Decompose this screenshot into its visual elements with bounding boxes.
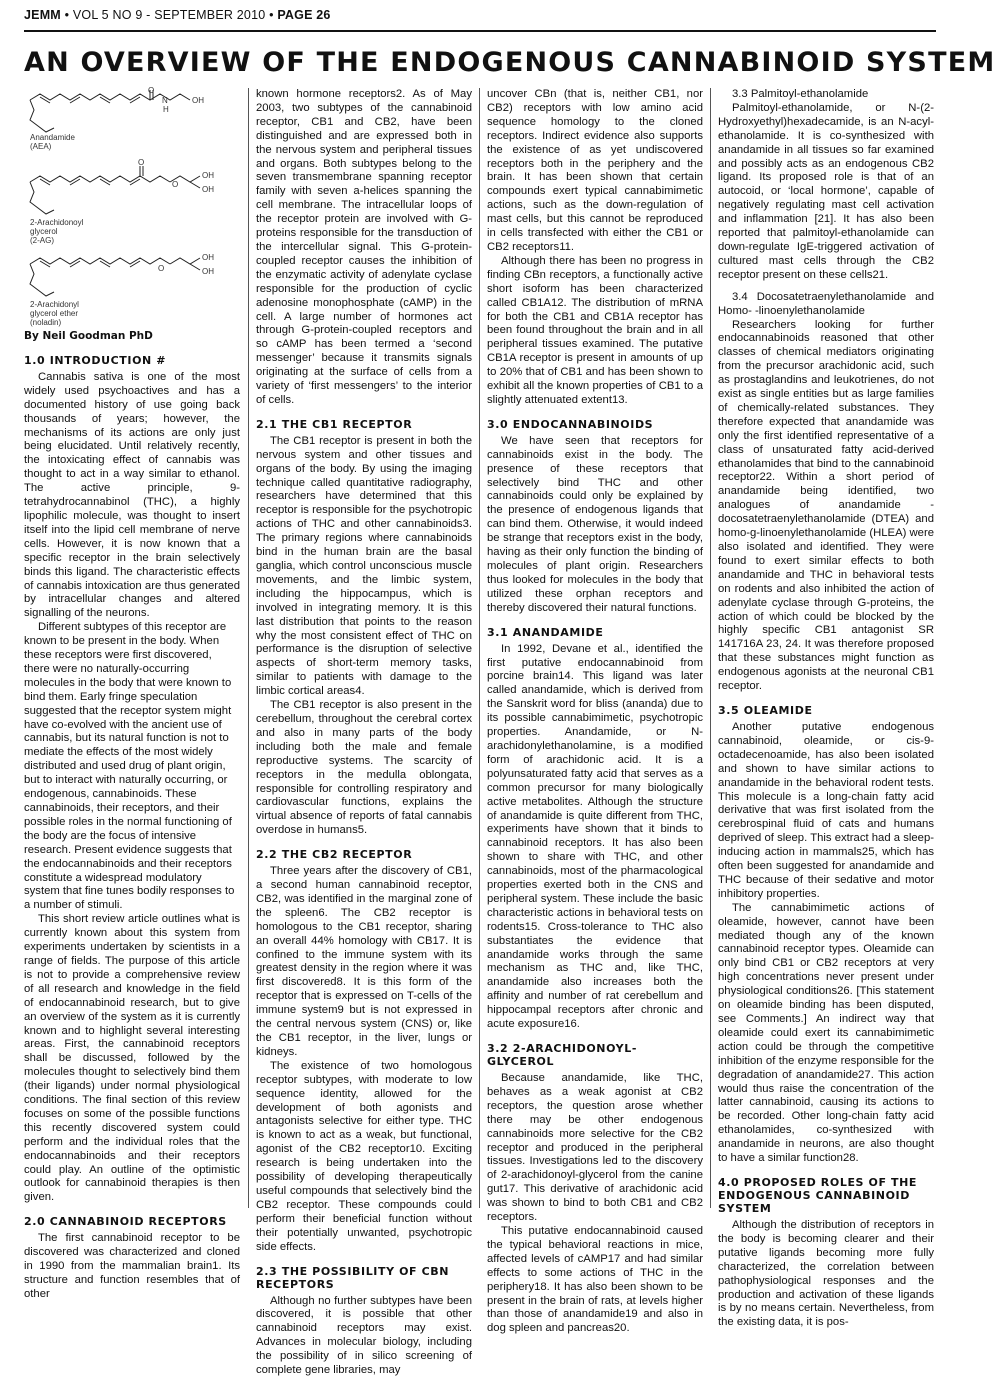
paragraph: Researchers looking for further endocannabinoids reasoned that other classes of chemical mediators originating from the precursor arachidonic acid, such as prostaglandins and leukotrienes, do not exist as single entities but as large families of chemically-related substances. They therefore expected that anandamide was only the first identified representative of a class of unsaturated fatty acid-derived ethanolamides that bind to the cannabinoid receptor22. Within a short period of anandamide being identified, two analogues of anandamide - docosatetraenylethanolamide (DTEA) and homo-g-linoenylethanolamide (HLEA) were also isolated and identified. They were found to exert similar effects to both anandamide and THC in behavioral tests on rodents and also inhibited the action of adenylate cyclase through G-proteins, the action of which could be blocked by the highly specific CB1 antagonist SR 141716A 23, 24. It was therefore proposed that these substances might function as endogenous agonists at the neuronal CB1 receptor. (718, 318, 935, 693)
column-2 (256, 88, 472, 1377)
subsection-heading: 3.4 Docosatetraenylethanolamide and Homo- -linoenylethanolamide (718, 290, 934, 317)
atom-label: O (158, 264, 165, 273)
structure-label-anandamide: Anandamide (AEA) (30, 133, 75, 151)
section-heading: 4.0 PROPOSED ROLES OF THE ENDOGENOUS CANNABINOID SYSTEM (718, 1175, 918, 1215)
atom-label: OH (202, 267, 214, 276)
paragraph: This putative endocannabinoid caused the typical behavioral reactions in mice, affected levels of cAMP17 and had similar effects to some actions of THC in the periphery18. It has also been shown to be present in the brain of rats, at levels higher than those of anandamide19 and also in dog spleen and pancreas20. (487, 1224, 703, 1335)
paragraph: Cannabis sativa is one of the most widely used psychoactives and has a documented history of use going back thousands of years; however, the mechanisms of its actions are only just being elucidated. Until relatively recently, the intoxicating effect of cannabis was thought to act in a way similar to ethanol. The active principle, 9-tetrahydrocannabinol (THC), a highly lipophilic molecule, was thought to insert itself into the lipid cell membrane of nerve cells. However, it is now known that a specific receptor in the brain selectively binds this ligand. The characteristic effects of cannabis intoxication are thus generated by intracellular changes and altered signalling of the neurons. (24, 370, 240, 620)
subsection-heading: 3.3 Palmitoyl-ethanolamide (732, 88, 869, 100)
paragraph: Although there has been no progress in finding CBn receptors, a functionally active short isoform has been characterized called CB1A12. The distribution of mRNA for both the CB1 and CB1A receptor has been found throughout the brain and in all peripheral tissues examined. The putative CB1A receptor is present in amounts of up to 20% that of CB1 and has been shown to exhibit all the known properties of CB1 to a slightly attenuated extent13. (487, 254, 703, 406)
atom-label: OH (202, 171, 214, 180)
structure-label-2ag: 2-Arachidonoyl glycerol (2-AG) (30, 218, 84, 245)
paragraph: Although the distribution of receptors in the body is becoming clearer and their putative ligands becoming more fully characterized, the correlation between pathophysiological responses and the production and activation of these ligands is by no means certain. Nevertheless, from the existing data, it is pos- (718, 1218, 934, 1329)
section-heading: 2.2 THE CB2 RECEPTOR (256, 848, 413, 862)
paragraph: This short review article outlines what is currently known about this system from experiments undertaken by scientists in a range of fields. The purpose of this article is not to provide a comprehensive review of all research and knowledge in the field of endocannabinoid research, but to give an overview of the system as it is currently known and to highlight several interesting areas. First, the cannabinoid receptors shall be discussed, followed by the molecules thought to selectively bind them (their ligands) under normal physiological conditions. The final section of this review focuses on some of the possible functions this recently discovered system could perform and the individual roles that the endocannabinoids and their receptors could play. An outline of the optimistic outlook for cannabinoid therapies is then given. (24, 913, 240, 1204)
chemical-structures-figure (24, 88, 240, 328)
paragraph: Although no further subtypes have been discovered, it is possible that other cannabinoid receptors may exist. Advances in molecular biology, including the possibility of in silico screening of complete gene libraries, may (256, 1294, 472, 1377)
paragraph: Three years after the discovery of CB1, a second human cannabinoid receptor, CB2, was identified in the marginal zone of the spleen6. The CB2 receptor is homologous to the CB1 receptor, sharing an overall 44% homology with CB17. It is confined to the immune system with its greatest density in the region where it was first discovered8. It is this form of the receptor that is expressed on T-cells of the immune system9 but is not expressed in the central nervous system (CNS) or, like the CB1 receptor, in the liver, lungs or kidneys. (256, 865, 472, 1058)
atom-label: O (172, 180, 179, 189)
section-heading: 3.2 2-ARACHIDONOYL-GLYCEROL (487, 1042, 637, 1068)
page-number: PAGE 26 (277, 8, 331, 22)
atom-label: N (162, 96, 168, 105)
atom-label: O (148, 86, 155, 95)
column-1 (24, 86, 240, 1300)
journal-name: JEMM (24, 8, 61, 22)
atom-label: O (138, 158, 145, 167)
column-4 (718, 88, 935, 1329)
paragraph: Another putative endogenous cannabinoid, oleamide, or cis-9-octadecenoamide, has also been isolated and shown to have similar actions to anandamide in the behavioral rodent tests. This molecule is a long-chain fatty acid derivative that was first isolated from the cerebrospinal fluid of cats and humans deprived of sleep. This extract had a sleep-inducing action in mammals25, which has often been suggested for anandamide and THC because of their sedative and motor inhibitory properties. (718, 720, 934, 900)
author-byline: By Neil Goodman PhD (24, 330, 153, 342)
article-title: AN OVERVIEW OF THE ENDOGENOUS CANNABINOID SYSTEM (24, 47, 995, 78)
atom-label: OH (202, 253, 214, 262)
structure-drawings (24, 88, 240, 328)
section-heading: 3.0 ENDOCANNABINOIDS (487, 417, 654, 431)
column-divider (248, 88, 249, 1208)
paragraph: The CB1 receptor is present in both the nervous system and other tissues and organs of the body. By using the imaging technique called quantitative radiography, researchers have determined that this receptor is responsible for the psychotropic actions of THC and other cannabinoids3. The primary regions where cannabinoids bind in the human brain are the basal ganglia, which control unconscious muscle movements, and the limbic system, including the hippocampus, which is involved in integrating memory. It is this last distribution that points to the reason why the most consistent effect of THC on performance is the disruption of selective aspects of short-term memory tasks, similar to patients with damage to the limbic cortical areas4. (256, 434, 472, 698)
section-heading: 2.0 CANNABINOID RECEPTORS (24, 1215, 227, 1229)
section-heading: 2.1 THE CB1 RECEPTOR (256, 417, 413, 431)
paragraph: The CB1 receptor is also present in the cerebellum, throughout the cerebral cortex and also in many parts of the body including both the male and female reproductive systems. The scarcity of receptors in the medulla oblongata, responsible for controlling respiratory and cardiovascular functions, explains the virtual absence of reports of fatal cannabis overdose in humans5. (256, 699, 472, 837)
paragraph: Palmitoyl-ethanolamide, or N-(2-Hydroxyethyl)hexadecamide, is an N-acyl-ethanolamide. It is co-synthesized with anandamide in all tissues so far examined and possibly acts as an endogenous CB2 ligand. Its proposed role is that of an autocoid, or ‘local hormone’, capable of negatively regulating mast cell activation and inflammation [21]. It has also been reported that palmitoyl-ethanolamide can down-regulate IgE-triggered activation of cultured mast cells through the CB2 receptor present on these cells21. (718, 101, 934, 281)
atom-label: OH (202, 185, 214, 194)
atom-label: H (163, 105, 169, 114)
section-heading: 3.5 OLEAMIDE (718, 703, 813, 717)
column-3 (487, 88, 703, 1335)
paragraph: The cannabimimetic actions of oleamide, however, cannot have been mediated though any of the known cannabinoid receptor types. Oleamide can only bind CB1 or CB2 receptors at very high concentrations never present under physiological conditions26. [This statement on oleamide binding has been disputed, see Comments.] An indirect way that oleamide could exert its cannabimimetic action could be through the competitive inhibition of the enzyme responsible for the degradation of anandamide27. This action would thus raise the concentration of the latter cannabinoid, causing its actions to be recorded. Other long-chain fatty acid ethanolamides, co-synthesized with anandamide in neurons, are also thought to have a similar function28. (718, 901, 934, 1165)
paragraph: uncover CBn (that is, neither CB1, nor CB2) receptors with low amino acid sequence homology to the cloned receptors. Indirect evidence also supports the existence of as yet undiscovered receptors both in the periphery and the brain. It has been shown that certain compounds exert typical cannabimimetic actions, such as the down-regulation of mast cells, but this cannot be reproduced in cells transfected with either the CB1 or CB2 receptors11. (487, 88, 703, 253)
running-header: JEMM • VOL 5 NO 9 - SEPTEMBER 2010 • PAGE 26 (24, 8, 331, 22)
column-divider (710, 88, 711, 1208)
structure-label-noladin: 2-Arachidonyl glycerol ether (noladin) (30, 300, 79, 327)
section-heading: 1.0 INTRODUCTION # (24, 353, 167, 367)
paragraph: We have seen that receptors for cannabinoids exist in the body. The presence of these receptors that selectively bind THC and other cannabinoids could only be explained by the presence of endogenous ligands that can bind them. Otherwise, it would indeed be strange that receptors exist in the body, having as their only function the binding of molecules of plant origin. Researchers thus looked for molecules in the body that utilized these orphan receptors and thereby discovered their natural functions. (487, 434, 703, 614)
paragraph: The existence of two homologous receptor subtypes, with moderate to low sequence identity, allowed for the development of both agonists and antagonists selective for either type. THC is known to act as a weak, but functional, agonist of the CB2 receptor10. Exciting research is being undertaken into the possibility of developing therapeutically useful compounds that selectively bind the CB2 receptor. These compounds could perform their beneficial function without their potentially unwanted, psychotropic side effects. (256, 1059, 472, 1253)
issue-info: VOL 5 NO 9 - SEPTEMBER 2010 (72, 8, 266, 22)
paragraph: known hormone receptors2. As of May 2003, two subtypes of the cannabinoid receptor, CB1 and CB2, have been distinguished and are expressed both in the nervous system and peripheral tissues and organs. Both subtypes belong to the seven transmembrane spanning receptor family with seven a-helices spanning the cell membrane. The intracellular loops of the receptor protein are involved with G-proteins responsible for the transduction of the intercellular signal. This G-protein-coupled receptor causes the inhibition of the enzymatic activity of adenylate cyclase responsible for the production of cyclic adenosine monophosphate (cAMP) in the cell. A large number of hormones act through G-protein-coupled receptors and so cAMP has been termed a ‘second messenger’ because it transmits signals originating at the surface of cells from a variety of ‘first messengers’ to the interior of cells. (256, 88, 472, 406)
paragraph: Because anandamide, like THC, behaves as a weak agonist at CB2 receptors, the question arose whether there may be other endogenous cannabinoids more selective for the CB2 receptor and produced in the peripheral tissues. Investigations led to the discovery of 2-arachidonoyl-glycerol from the canine gut17. This derivative of arachidonic acid was shown to bind to both CB1 and CB2 receptors. (487, 1072, 703, 1224)
paragraph: In 1992, Devane et al., identified the first putative endocannabinoid from porcine brain14. This ligand was later called anandamide, which is derived from the Sanskrit word for bliss (ananda) due to its possible cannabimimetic, psychotropic properties. Anandamide, or N-arachidonylethanolamine, is a modified form of arachidonic acid. It is a polyunsaturated fatty acid that serves as a common precursor for many biologically active metabolites. Although the structure of anandamide is quite different from THC, experiments have shown that it binds to cannabinoid receptors. It has also been shown to share with THC, and other cannabinoids, most of the pharmacological properties exerted both in the CNS and peripheral system. These include the basic characteristic actions in behavioral tests on rodents15. Cross-tolerance to THC also substantiates the evidence that anandamide works through the same mechanism as THC and, like THC, anandamide also increases both the affinity and number of rat cerebellum and hippocampal receptors after chronic and acute exposure16. (487, 642, 703, 1031)
section-heading: 3.1 ANANDAMIDE (487, 625, 604, 639)
paragraph: Different subtypes of this receptor are known to be present in the body. When these receptors were first discovered, there were no naturally-occurring molecules in the body that were known to bind them. Early fringe speculation suggested that the receptor system might have co-evolved with the ancient use of cannabis, but its natural function is not to mediate the effects of the most widely distributed and used drug of plant origin, but to interact with naturally occurring, or endogenous, cannabinoids. These cannabinoids, their receptors, and their possible roles in the normal functioning of the body are the focus of intensive research. Present evidence suggests that the endocannabinoids and their receptors constitute a widespread modulatory system that fine tunes bodily responses to a number of stimuli. (24, 621, 235, 912)
column-divider (479, 88, 480, 1208)
section-heading: 2.3 THE POSSIBILITY OF CBN RECEPTORS (256, 1264, 450, 1291)
header-rule (24, 30, 936, 32)
paragraph: The first cannabinoid receptor to be discovered was characterized and cloned in 1990 from the mammalian brain1. Its structure and function resembles that of other (24, 1232, 240, 1300)
atom-label: OH (192, 96, 204, 105)
